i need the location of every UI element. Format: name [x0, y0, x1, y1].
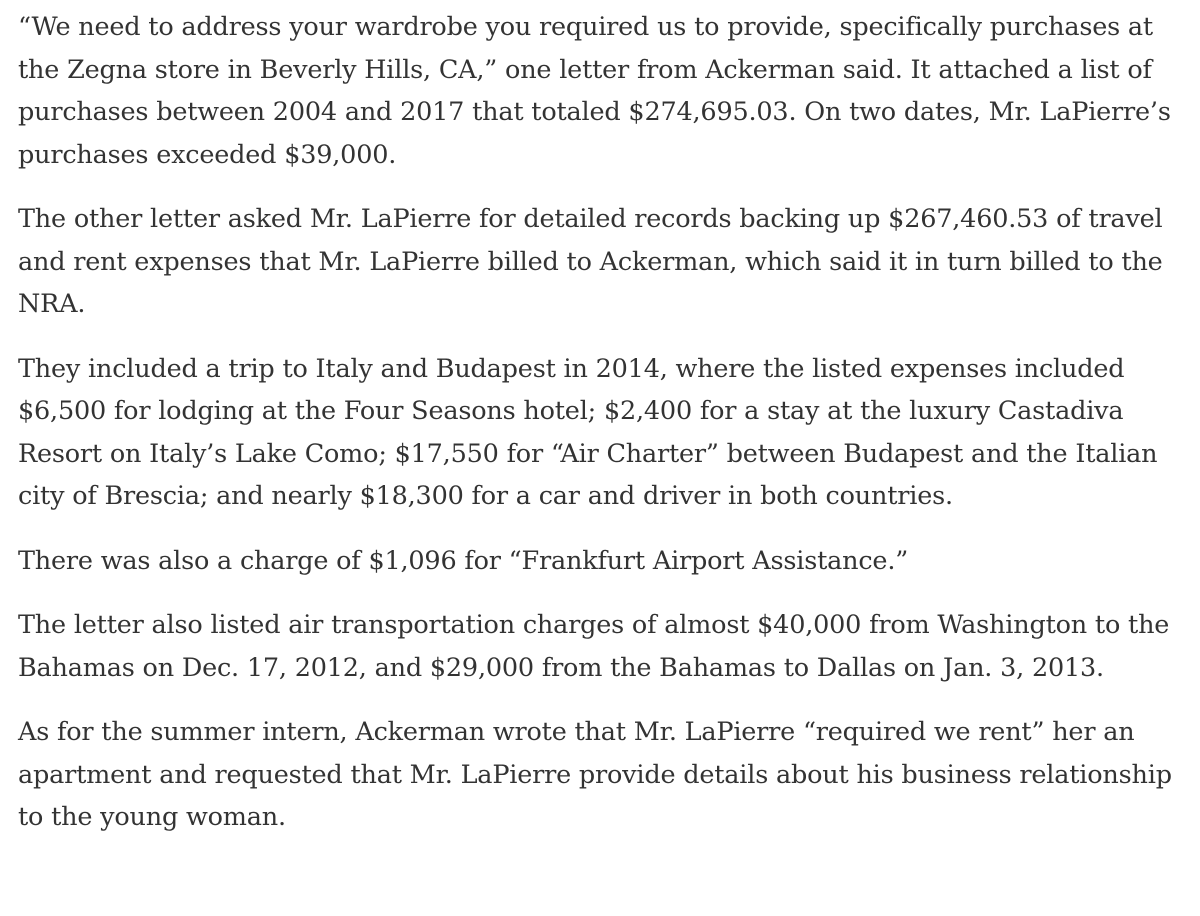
paragraph-wardrobe: “We need to address your wardrobe you required us to provide, specifically purchases at the Zegna store in Beverly Hills, CA,” one letter from Ackerman said. It attached a list of purchases between 2004 and 2017 that totaled $274,695.03. On two dates, Mr. LaPierre’s purchases exceeded $39,000. [18, 12, 1171, 170]
paragraph-air-transport: The letter also listed air transportation charges of almost $40,000 from Washington to the Bahamas on Dec. 17, 2012, and $29,000 from the Bahamas to Dallas on Jan. 3, 2013. [18, 610, 1170, 683]
article-body [18, 6, 1184, 839]
paragraph-travel-records: The other letter asked Mr. LaPierre for detailed records backing up $267,460.53 of travel and rent expenses that Mr. LaPierre billed to Ackerman, which said it in turn billed to the NRA. [18, 204, 1163, 319]
paragraph-italy-trip: They included a trip to Italy and Budapest in 2014, where the listed expenses included $6,500 for lodging at the Four Seasons hotel; $2,400 for a stay at the luxury Castadiva Resort on Italy’s Lake Como; $17,550 for “Air Charter” between Budapest and the Italian city of Brescia; and nearly $18,300 for a car and driver in both countries. [18, 353, 1158, 511]
paragraph-summer-intern: As for the summer intern, Ackerman wrote that Mr. LaPierre “required we rent” her an apartment and requested that Mr. LaPierre provide details about his business relationship to the young woman. [18, 717, 1172, 832]
paragraph-frankfurt-charge: There was also a charge of $1,096 for “Frankfurt Airport Assistance.” [18, 545, 909, 576]
